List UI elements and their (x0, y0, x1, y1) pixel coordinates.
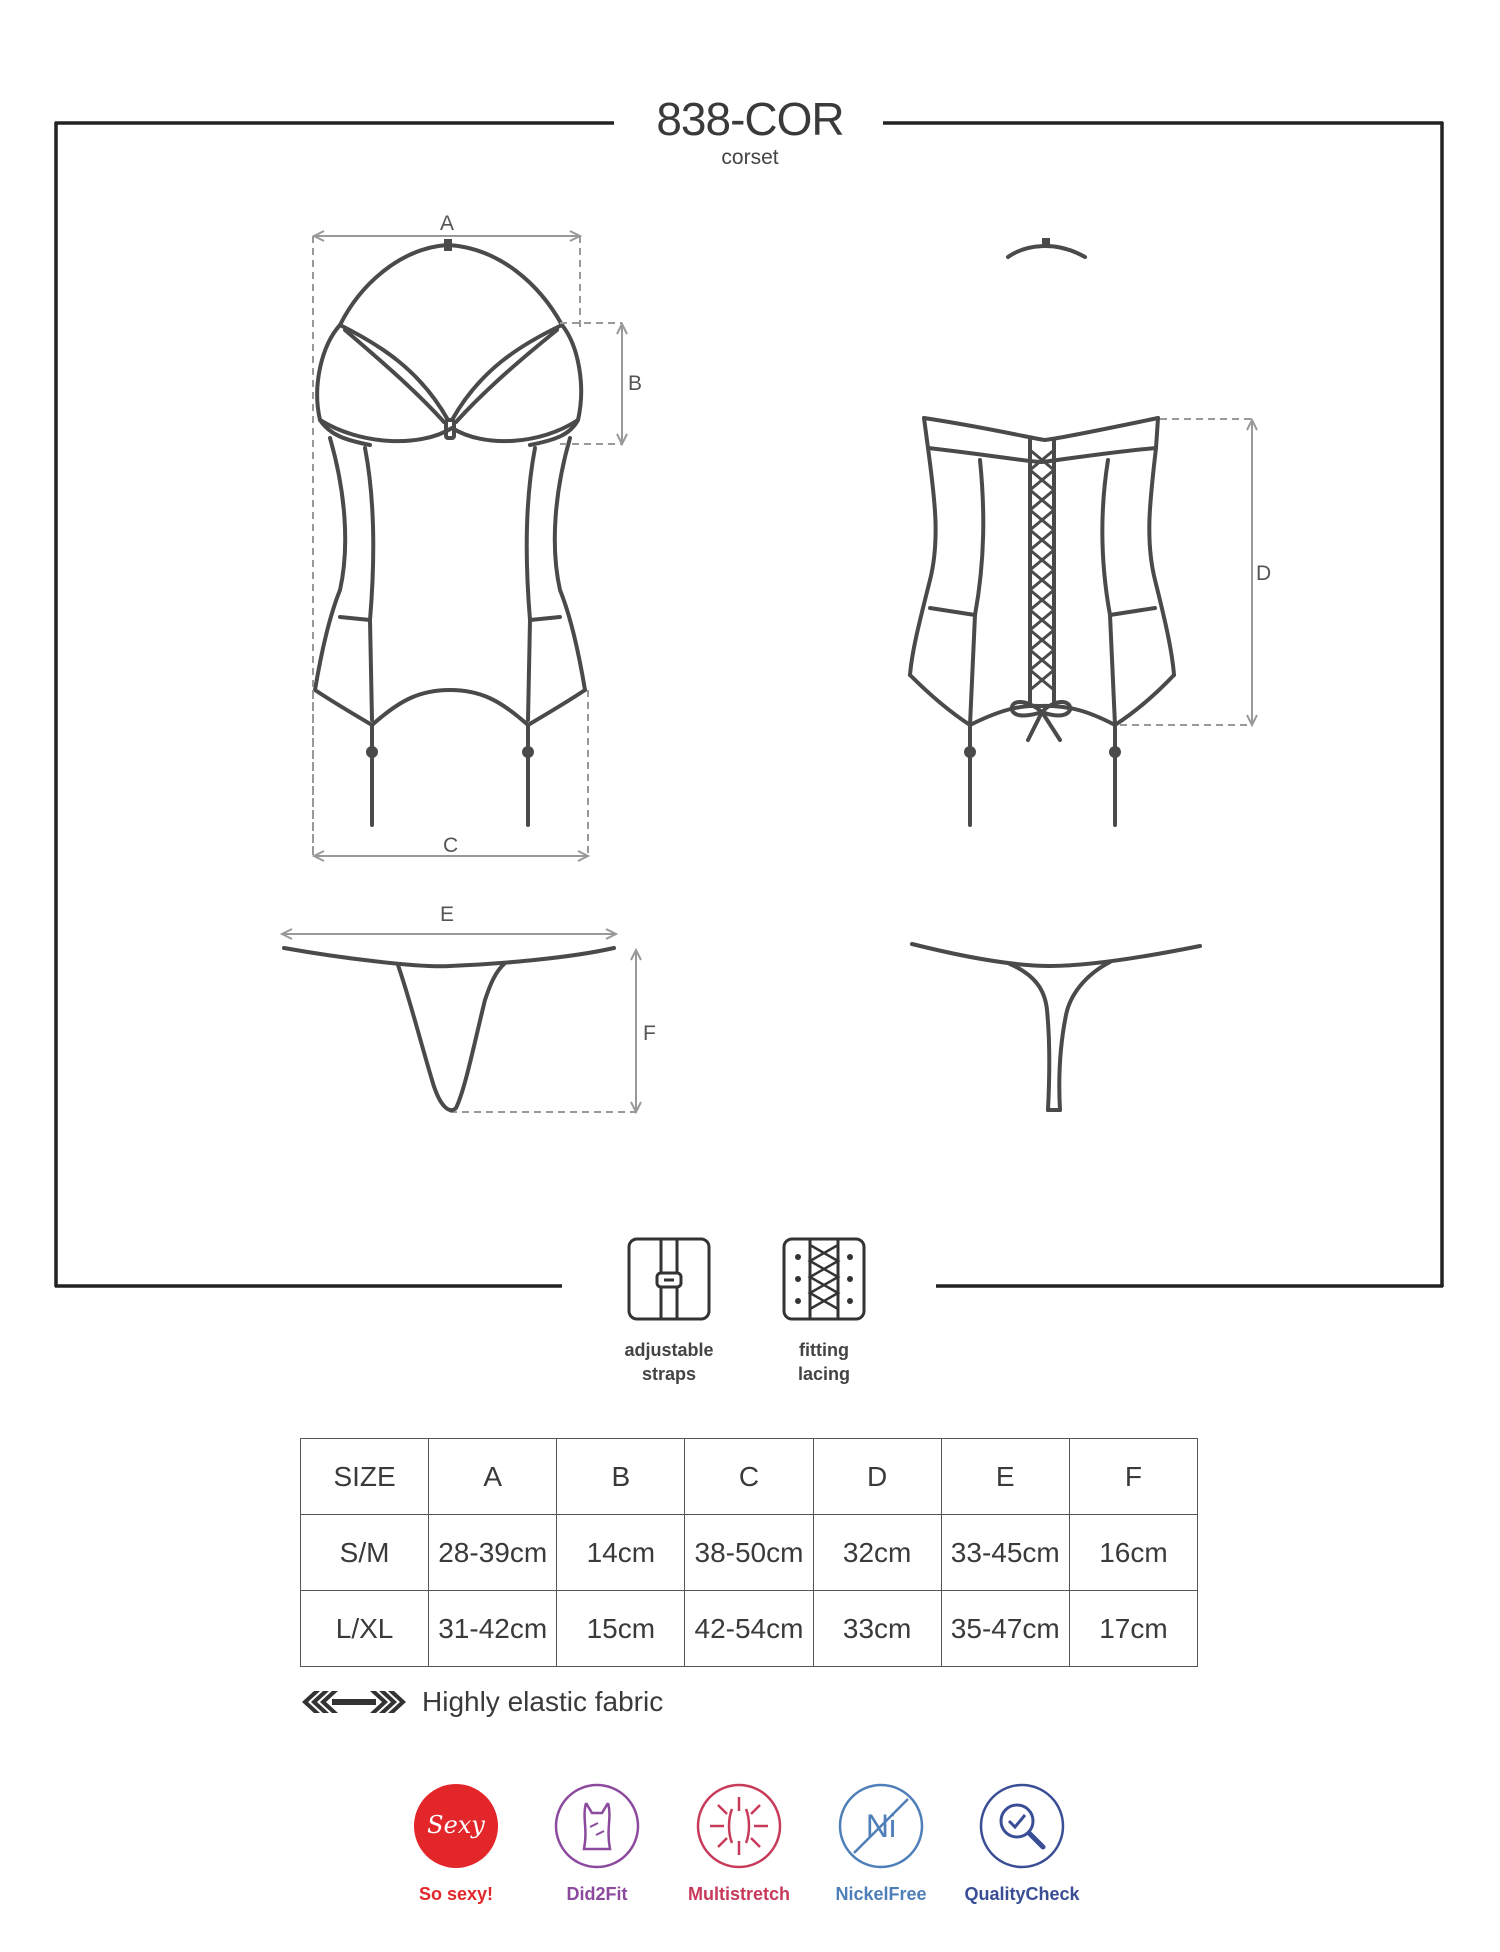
table-cell: 14cm (557, 1515, 685, 1591)
feature-label-line2: straps (641, 1364, 697, 1384)
dimension-label-b: B (628, 372, 643, 395)
fitting-lacing-icon (782, 1237, 866, 1321)
thong-front-drawing (284, 948, 614, 1110)
stretch-arrows-icon (302, 1689, 406, 1715)
quality-check-icon (979, 1783, 1065, 1869)
nickel-free-icon (838, 1783, 924, 1869)
feature-label-line1: fitting (799, 1340, 849, 1360)
badge-so-sexy (386, 1783, 526, 1905)
badge-qualitycheck (952, 1783, 1092, 1905)
nickel-free-icon-text: Ni (865, 1808, 897, 1844)
thong-back-drawing (912, 944, 1200, 1110)
table-cell: 42-54cm (685, 1591, 813, 1667)
fabric-note-text: Highly elastic fabric (422, 1686, 664, 1717)
corset-back-drawing (910, 238, 1174, 825)
badge-multistretch (669, 1783, 809, 1905)
feature-adjustable-straps (594, 1237, 744, 1386)
badge-nickelfree (811, 1783, 951, 1905)
table-cell: 33cm (813, 1591, 941, 1667)
badge-label: NickelFree (835, 1884, 927, 1904)
table-cell: 32cm (813, 1515, 941, 1591)
sexy-icon (413, 1783, 499, 1869)
table-header-cell: E (941, 1439, 1069, 1515)
table-header-cell: D (813, 1439, 941, 1515)
dress-fit-icon (554, 1783, 640, 1869)
dimension-label-c: C (443, 834, 459, 857)
table-row (301, 1515, 1198, 1591)
table-cell: L/XL (301, 1591, 429, 1667)
table-cell: 17cm (1069, 1591, 1197, 1667)
table-cell: 35-47cm (941, 1591, 1069, 1667)
product-title: 838-COR (656, 93, 844, 145)
size-table (300, 1438, 1198, 1667)
dimension-label-a: A (440, 212, 455, 235)
feature-label-line2: lacing (797, 1364, 850, 1384)
table-header-cell: C (685, 1439, 813, 1515)
table-cell: 38-50cm (685, 1515, 813, 1591)
feature-label-line1: adjustable (624, 1340, 714, 1360)
multistretch-icon (696, 1783, 782, 1869)
dimension-label-f: F (643, 1022, 656, 1045)
table-header-cell: F (1069, 1439, 1197, 1515)
table-row (301, 1591, 1198, 1667)
badge-label: So sexy! (418, 1884, 494, 1904)
product-subtitle: corset (721, 146, 779, 169)
table-cell: 28-39cm (429, 1515, 557, 1591)
badge-did2fit (527, 1783, 667, 1905)
sexy-icon-text: Sexy (427, 1811, 485, 1839)
feature-fitting-lacing (749, 1237, 899, 1386)
table-header-row (301, 1439, 1198, 1515)
table-cell: 33-45cm (941, 1515, 1069, 1591)
fabric-note (302, 1684, 663, 1720)
dimension-label-d: D (1256, 562, 1272, 585)
dimension-label-e: E (440, 903, 455, 926)
table-header-cell: A (429, 1439, 557, 1515)
table-cell: 15cm (557, 1591, 685, 1667)
corset-front-drawing (315, 239, 585, 825)
table-header-cell: SIZE (301, 1439, 429, 1515)
badge-label: Did2Fit (566, 1884, 628, 1904)
table-cell: 16cm (1069, 1515, 1197, 1591)
badge-label: QualityCheck (964, 1884, 1080, 1904)
table-cell: S/M (301, 1515, 429, 1591)
badge-label: Multistretch (687, 1884, 790, 1904)
table-cell: 31-42cm (429, 1591, 557, 1667)
adjustable-straps-icon (627, 1237, 711, 1321)
table-header-cell: B (557, 1439, 685, 1515)
